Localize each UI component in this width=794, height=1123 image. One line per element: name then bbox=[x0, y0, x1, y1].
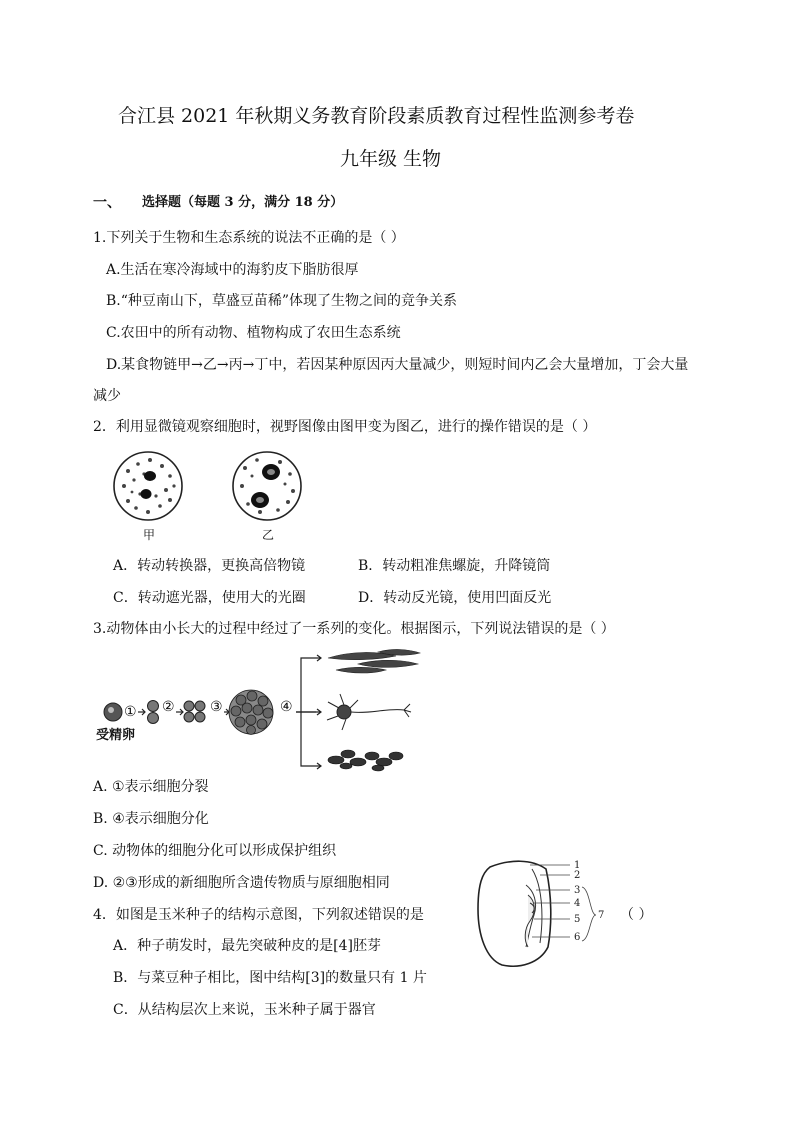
q4-answer-paren: （ ） bbox=[620, 907, 653, 923]
q3-stem: 3.动物体由小长大的过程中经过了一系列的变化。根据图示，下列说法错误的是（ ） bbox=[93, 621, 615, 637]
q3-option-c: C. 动物体的细胞分化可以形成保护组织 bbox=[93, 843, 337, 859]
step-1-label: ① bbox=[124, 704, 137, 720]
step-3-label: ③ bbox=[210, 699, 223, 715]
q3-option-b: B. ④表示细胞分化 bbox=[93, 811, 209, 827]
microscope-views-figure bbox=[110, 446, 310, 546]
q2-option-c: C．转动遮光器，使用大的光圈 bbox=[113, 590, 306, 606]
seed-label-7: 7 bbox=[598, 910, 605, 921]
fertilized-egg-label: 受精卵 bbox=[96, 728, 136, 743]
q1-option-b: B.“种豆南山下，草盛豆苗稀”体现了生物之间的竞争关系 bbox=[106, 293, 458, 309]
q4-option-b: B．与菜豆种子相比，图中结构[3]的数量只有 1 片 bbox=[113, 970, 427, 986]
seed-label-6: 6 bbox=[574, 932, 581, 943]
q1-stem: 1.下列关于生物和生态系统的说法不正确的是（ ） bbox=[93, 230, 405, 246]
field-of-view-yi bbox=[233, 452, 301, 520]
q1-option-d: D.某食物链甲→乙→丙→丁中，若因某种原因丙大量减少，则短时间内乙会大量增加，丁会大量 bbox=[106, 357, 689, 373]
seed-label-3: 3 bbox=[574, 885, 581, 896]
section-number: 一、 bbox=[93, 195, 121, 211]
corn-seed-figure bbox=[470, 855, 620, 975]
field-of-view-jia bbox=[114, 452, 182, 520]
q3-option-d: D. ②③形成的新细胞所含遗传物质与原细胞相同 bbox=[93, 875, 390, 891]
seed-label-4: 4 bbox=[574, 898, 581, 909]
q1-option-c: C.农田中的所有动物、植物构成了农田生态系统 bbox=[106, 325, 401, 341]
q2-option-d: D．转动反光镜，使用凹面反光 bbox=[358, 590, 552, 606]
q1-option-d-cont: 减少 bbox=[93, 388, 121, 404]
q1-option-a: A.生活在寒冷海域中的海豹皮下脂肪很厚 bbox=[106, 262, 359, 278]
step-2-label: ② bbox=[162, 699, 175, 715]
cell-development-figure bbox=[96, 648, 436, 773]
q3-option-a: A. ①表示细胞分裂 bbox=[93, 779, 209, 795]
page-subtitle: 九年级 生物 bbox=[340, 148, 442, 170]
q4-option-a: A．种子萌发时，最先突破种皮的是[4]胚芽 bbox=[113, 938, 381, 954]
section-label: 选择题（每题 3 分，满分 18 分） bbox=[142, 195, 344, 210]
q2-stem: 2．利用显微镜观察细胞时，视野图像由图甲变为图乙，进行的操作错误的是（ ） bbox=[93, 419, 597, 435]
seed-label-2: 2 bbox=[574, 870, 581, 881]
figure-label-jia: 甲 bbox=[143, 528, 156, 542]
q4-stem: 4．如图是玉米种子的结构示意图，下列叙述错误的是 bbox=[93, 907, 424, 923]
seed-label-5: 5 bbox=[574, 914, 581, 925]
seed-label-1: 1 bbox=[574, 860, 581, 871]
figure-label-yi: 乙 bbox=[262, 528, 275, 542]
page-title: 合江县 2021 年秋期义务教育阶段素质教育过程性监测参考卷 bbox=[118, 105, 635, 127]
q2-option-b: B．转动粗准焦螺旋，升降镜筒 bbox=[358, 558, 551, 574]
step-4-label: ④ bbox=[280, 699, 293, 715]
q2-option-a: A．转动转换器，更换高倍物镜 bbox=[113, 558, 306, 574]
q4-option-c: C．从结构层次上来说，玉米种子属于器官 bbox=[113, 1002, 376, 1018]
